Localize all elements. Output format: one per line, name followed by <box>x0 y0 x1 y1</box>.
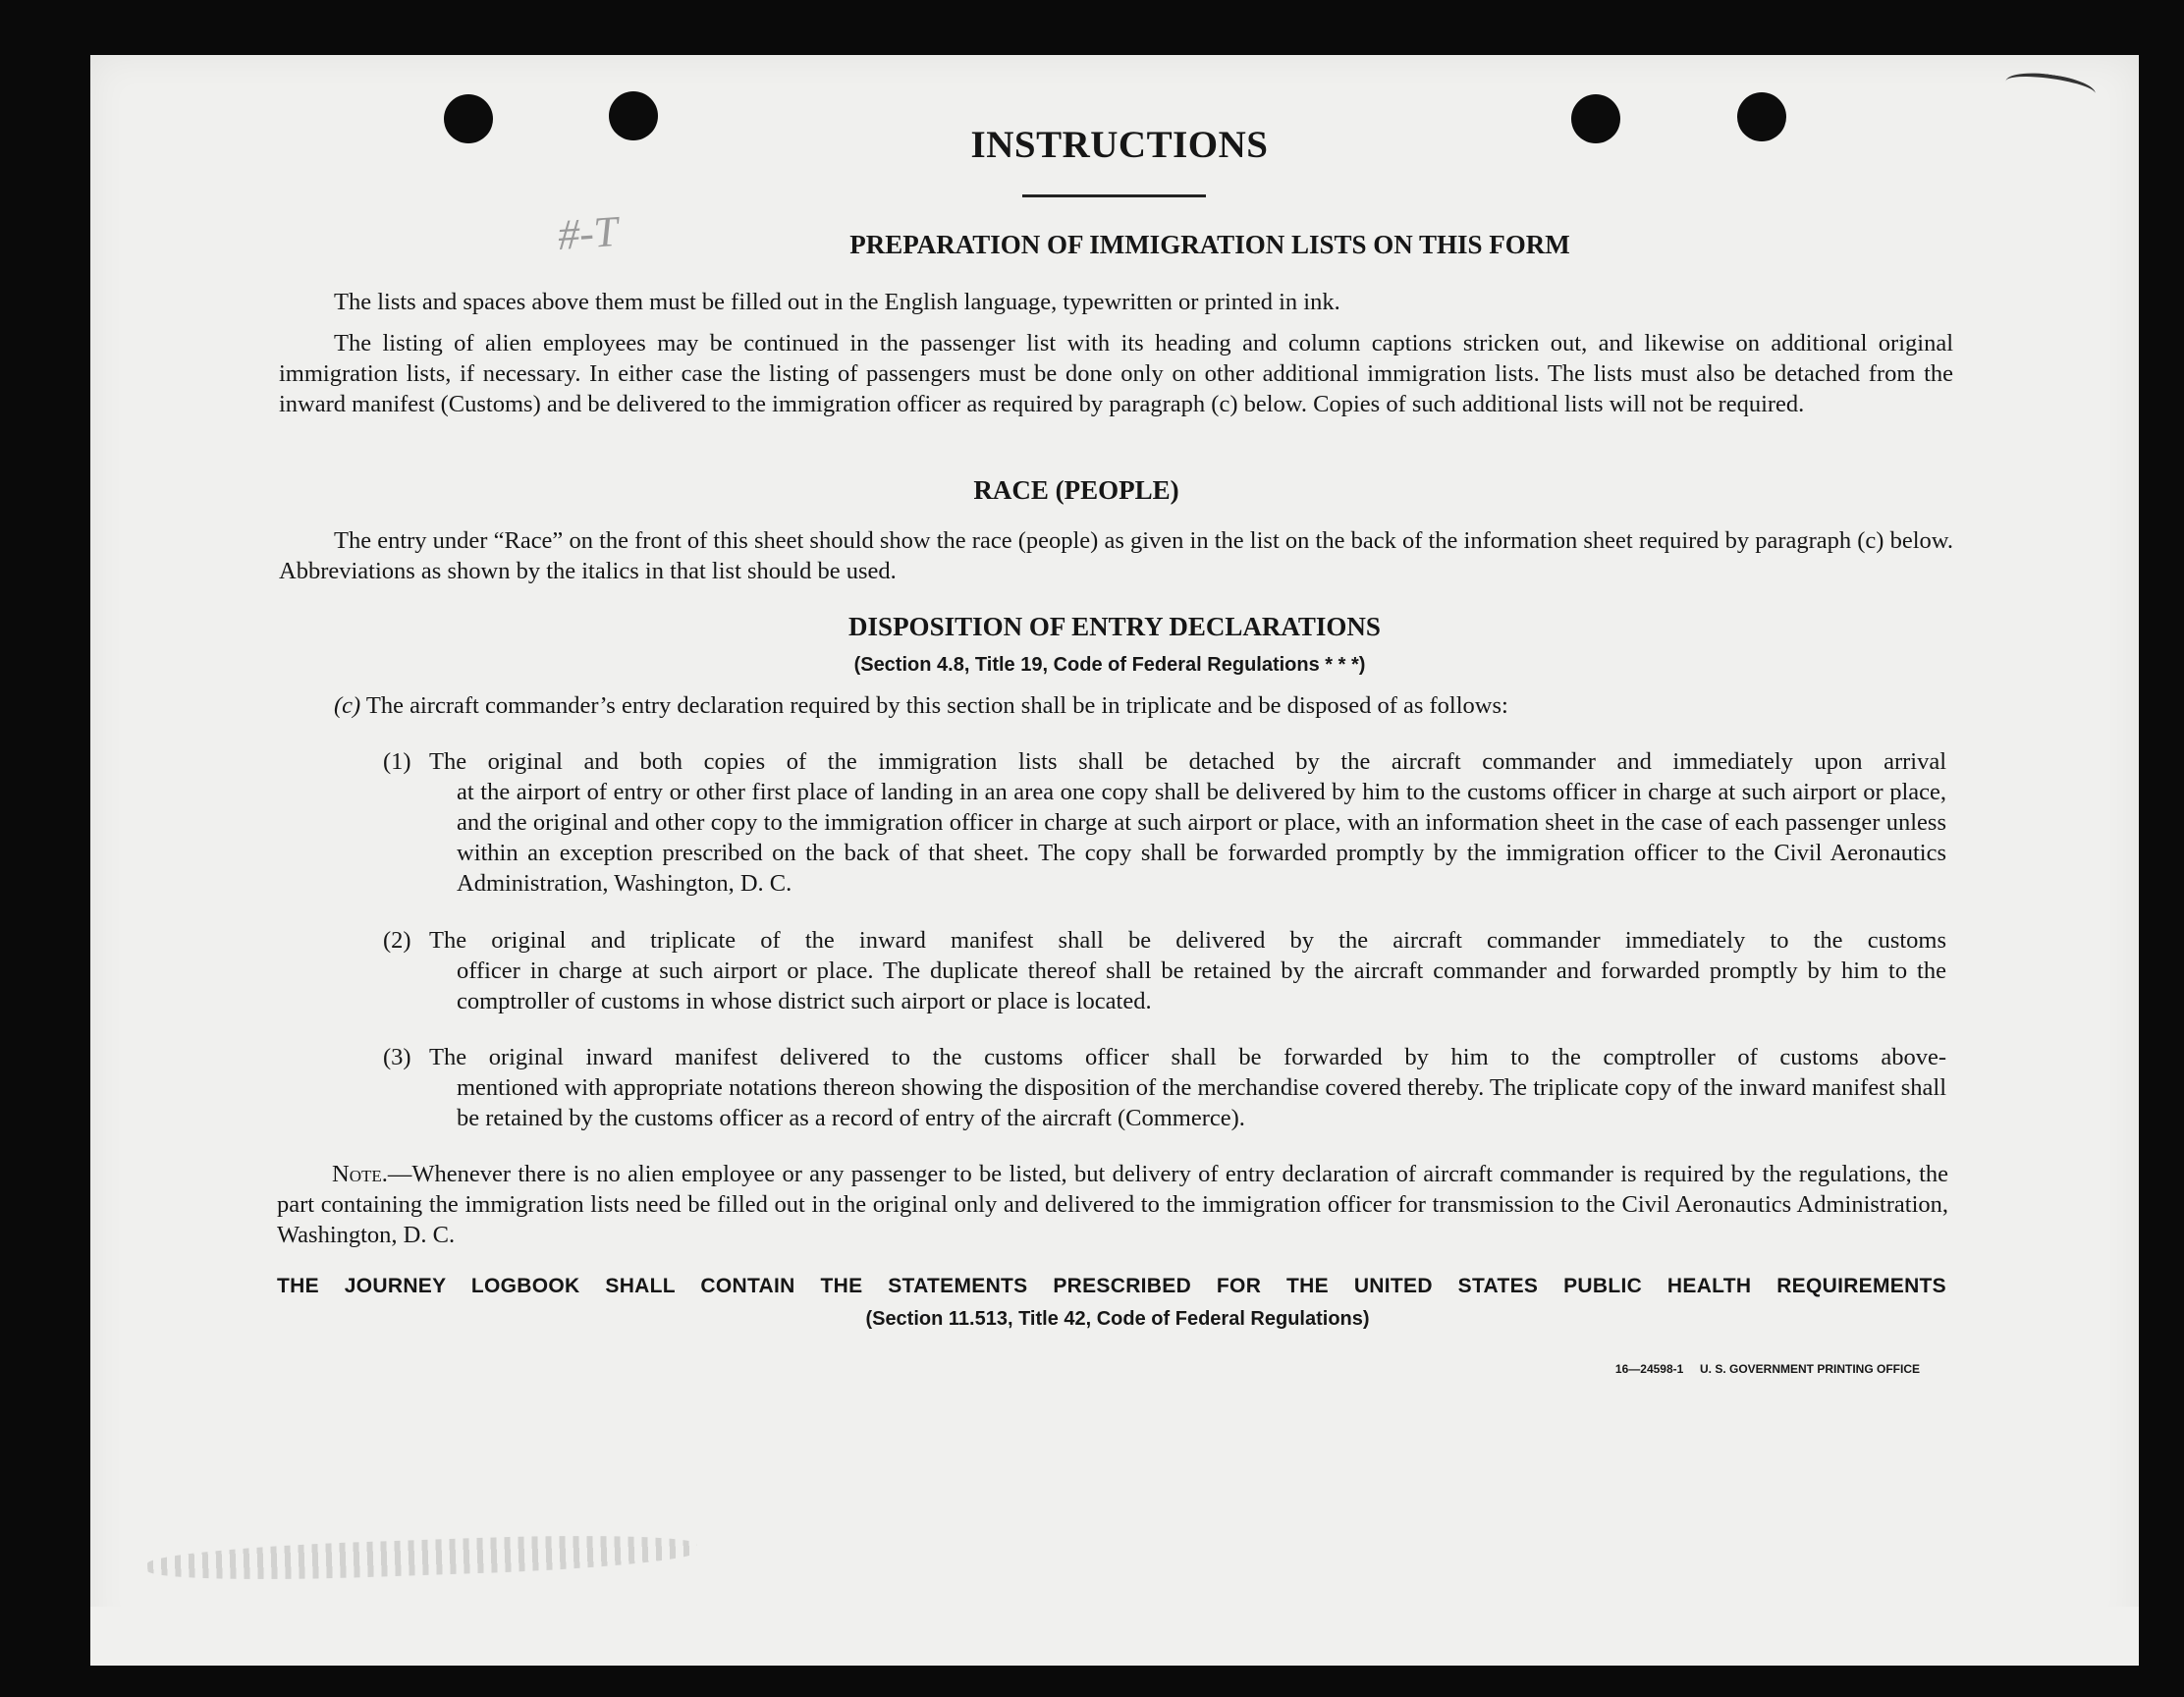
note-label: Note. <box>332 1161 388 1187</box>
disposition-heading: DISPOSITION OF ENTRY DECLARATIONS <box>848 612 1381 641</box>
item-number: (1) <box>383 748 411 775</box>
race-heading: RACE (PEOPLE) <box>973 475 1179 505</box>
race-paragraph: The entry under “Race” on the front of this sheet should show the race (people) as given in the list on the back of the information sheet required by paragraph (c) below. Abbreviations as shown by the italics in that list should be used. <box>279 527 1953 584</box>
item-number: (2) <box>383 927 411 954</box>
disposition-intro: (c) The aircraft commander’s entry declaration required by this section shall be in triplicate and be disposed of as follows: <box>334 692 1508 719</box>
list-item: (3) The original inward manifest delivered to the customs officer shall be forwarded by him to the comptroller of customs above- mentioned with appropriate notations thereon showing the disposition of the merchandise covered thereby. The triplicate copy of the inward manifest shall be retained by the customs officer as a record of entry of the aircraft (Commerce). <box>383 1044 1946 1131</box>
preparation-paragraph-2: The listing of alien employees may be continued in the passenger list with its heading and column captions stricken out, and likewise on additional original immigration lists, if necessary. In either case the listing of passengers must be done only on other additional immigration lists. The lists must also be detached from the inward manifest (Customs) and be delivered to the immigration officer as required by paragraph (c) below. Copies of such additional lists will not be required. <box>279 330 1953 417</box>
binder-hole <box>444 94 493 143</box>
preparation-paragraph-1: The lists and spaces above them must be filled out in the English language, typewritten or printed in ink. <box>334 289 1340 315</box>
page-title: INSTRUCTIONS <box>970 124 1269 166</box>
item-number: (3) <box>383 1044 411 1070</box>
list-item: (2) The original and triplicate of the inward manifest shall be delivered by the aircraft commander immediately to the customs officer in charge at such airport or place. The duplicate thereof shall be retained by the aircraft commander and forwarded promptly by him to the comptroller of customs in whose district such airport or place is located. <box>383 927 1946 1014</box>
print-code: 16—24598-1 <box>1614 1362 1684 1376</box>
paragraph-marker: (c) <box>334 692 361 719</box>
binder-hole <box>1737 92 1786 141</box>
handwritten-mark: #-T <box>556 206 620 260</box>
printer-name: U. S. GOVERNMENT PRINTING OFFICE <box>1699 1362 1920 1376</box>
public-health-statement: THE JOURNEY LOGBOOK SHALL CONTAIN THE STATEMENTS PRESCRIBED FOR THE UNITED STATES PUBLIC HEALTH REQUIREMENTS <box>277 1275 1946 1297</box>
binder-hole <box>609 91 658 140</box>
preparation-heading: PREPARATION OF IMMIGRATION LISTS ON THIS FORM <box>849 230 1570 259</box>
list-item: (1) The original and both copies of the immigration lists shall be detached by the aircraft commander and immediately upon arrival at the airport of entry or other first place of landing in an area one copy shall be delivered by him to the customs officer in charge at such airport or place, and the original and other copy to the immigration officer in charge at such airport or place, with an information sheet in the case of each passenger unless within an exception prescribed on the back of that sheet. The copy shall be forwarded promptly by the immigration officer to the Civil Aeronautics Administration, Washington, D. C. <box>383 748 1946 897</box>
disposition-citation: (Section 4.8, Title 19, Code of Federal Regulations * * *) <box>853 654 1366 676</box>
public-health-citation: (Section 11.513, Title 42, Code of Federal Regulations) <box>865 1308 1370 1330</box>
note-paragraph: Note.—Whenever there is no alien employee or any passenger to be listed, but delivery of entry declaration of aircraft commander is required by the regulations, the part containing the immigration lists need be filled out in the original only and delivered to the immigration officer for transmission to the Civil Aeronautics Administration, Washington, D. C. <box>277 1161 1948 1248</box>
printer-imprint <box>1581 1362 1920 1376</box>
title-underline <box>1022 194 1206 197</box>
binder-hole <box>1571 94 1620 143</box>
